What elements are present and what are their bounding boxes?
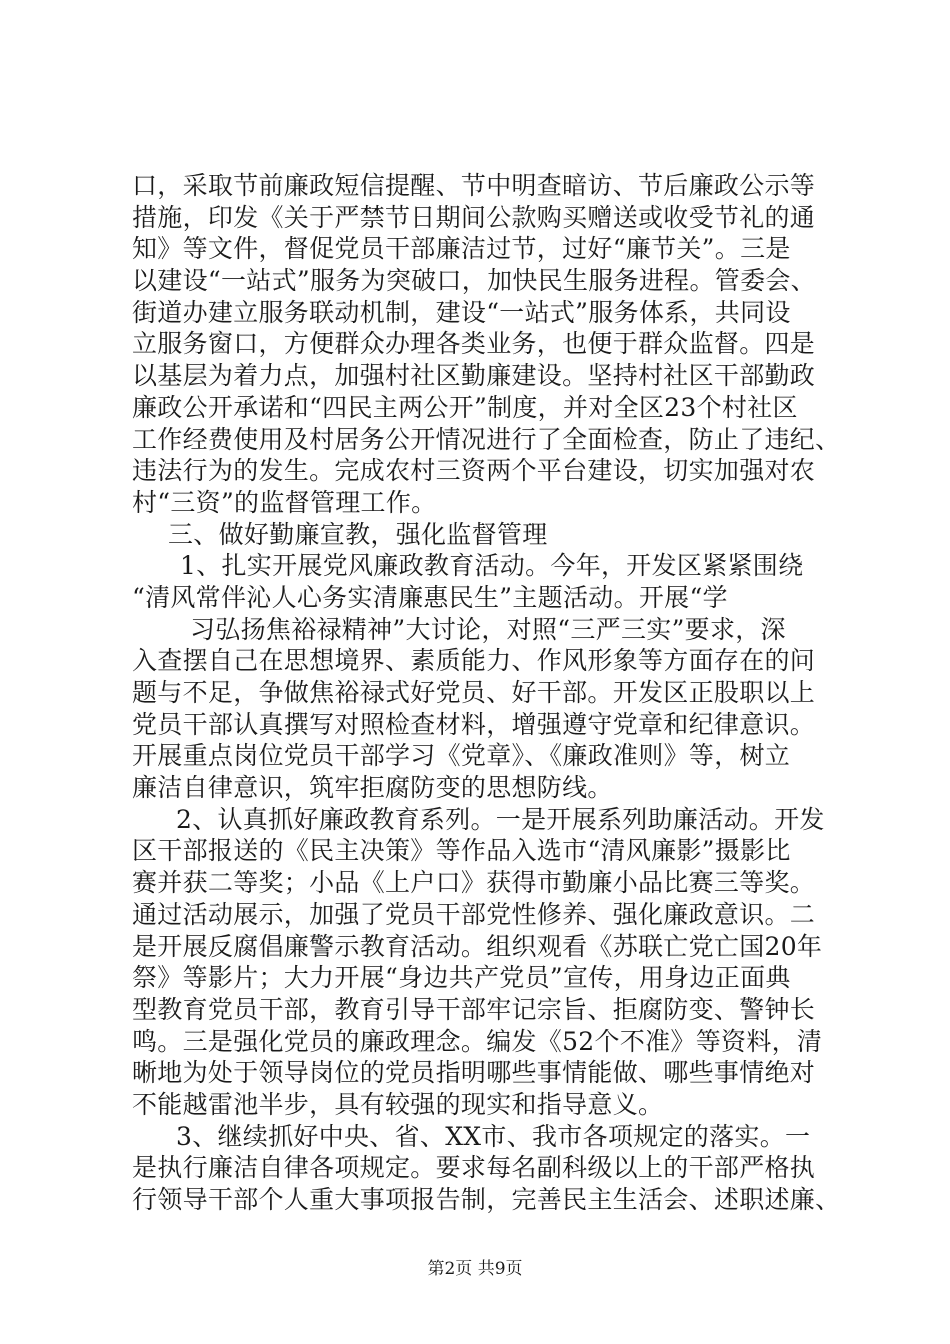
body-text xyxy=(132,170,854,1216)
text-line: 开展重点岗位党员干部学习《党章》、《廉政准则》等，树立 xyxy=(132,741,791,771)
text-line: 措施，印发《关于严禁节日期间公款购买赠送或收受节礼的通 xyxy=(132,202,816,232)
page-footer: 第2页 共9页 xyxy=(427,1259,523,1279)
text-line: 违法行为的发生。完成农村三资两个平台建设，切实加强对农 xyxy=(132,456,816,486)
text-line: 型教育党员干部，教育引导干部牢记宗旨、拒腐防变、警钟长 xyxy=(132,994,816,1024)
text-line: 通过活动展示，加强了党员干部党性修养、强化廉政意识。二 xyxy=(132,899,816,929)
text-line: 3、继续抓好中央、省、XX市、我市各项规定的落实。一 xyxy=(176,1121,811,1151)
text-line: 廉政公开承诺和“四民主两公开”制度，并对全区23个村社区 xyxy=(132,392,798,422)
text-line: 鸣。三是强化党员的廉政理念。编发《52个不准》等资料，清 xyxy=(132,1026,823,1056)
text-line: 口，采取节前廉政短信提醒、节中明查暗访、节后廉政公示等 xyxy=(132,171,816,200)
text-line: 2、认真抓好廉政教育系列。一是开展系列助廉活动。开发 xyxy=(176,804,825,834)
text-line: 以建设“一站式”服务为突破口，加快民生服务进程。管委会、 xyxy=(132,266,816,296)
text-line: 1、扎实开展党风廉政教育活动。今年，开发区紧紧围绕 xyxy=(180,551,804,581)
text-line: 不能越雷池半步，具有较强的现实和指导意义。 xyxy=(132,1089,664,1119)
text-line: 廉洁自律意识，筑牢拒腐防变的思想防线。 xyxy=(132,773,613,803)
text-line: 题与不足，争做焦裕禄式好党员、好干部。开发区正股职以上 xyxy=(132,678,816,707)
text-line: 工作经费使用及村居务公开情况进行了全面检查，防止了违纪、 xyxy=(132,424,841,454)
text-line: 行领导干部个人重大事项报告制，完善民主生活会、述职述廉、 xyxy=(132,1185,841,1214)
text-line: 是开展反腐倡廉警示教育活动。组织观看《苏联亡党亡国20年 xyxy=(132,931,823,961)
text-line: 立服务窗口，方便群众办理各类业务，也便于群众监督。四是 xyxy=(132,329,816,359)
text-line: 村“三资”的监督管理工作。 xyxy=(132,487,437,517)
text-line: “清风常伴沁人心务实清廉惠民生”主题活动。开展“学 xyxy=(132,582,728,612)
text-line: 三、做好勤廉宣教，强化监督管理 xyxy=(168,519,548,549)
text-line: 习弘扬焦裕禄精神”大讨论，对照“三严三实”要求，深 xyxy=(190,614,786,644)
text-line: 赛并获二等奖；小品《上户口》获得市勤廉小品比赛三等奖。 xyxy=(132,868,816,898)
text-line: 祭》等影片；大力开展“身边共产党员”宣传，用身边正面典 xyxy=(132,963,791,993)
text-line: 晰地为处于领导岗位的党员指明哪些事情能做、哪些事情绝对 xyxy=(132,1058,816,1088)
text-line: 街道办建立服务联动机制，建设“一站式”服务体系，共同设 xyxy=(132,297,791,327)
text-line: 以基层为着力点，加强村社区勤廉建设。坚持村社区干部勤政 xyxy=(132,361,816,391)
text-line: 区干部报送的《民主决策》等作品入选市“清风廉影”摄影比 xyxy=(132,836,791,866)
text-line: 是执行廉洁自律各项规定。要求每名副科级以上的干部严格执 xyxy=(132,1153,816,1183)
text-line: 知》等文件，督促党员干部廉洁过节，过好“廉节关”。三是 xyxy=(132,234,791,264)
text-line: 入查摆自己在思想境界、素质能力、作风形象等方面存在的问 xyxy=(132,646,816,676)
text-line: 党员干部认真撰写对照检查材料，增强遵守党章和纪律意识。 xyxy=(132,709,816,739)
